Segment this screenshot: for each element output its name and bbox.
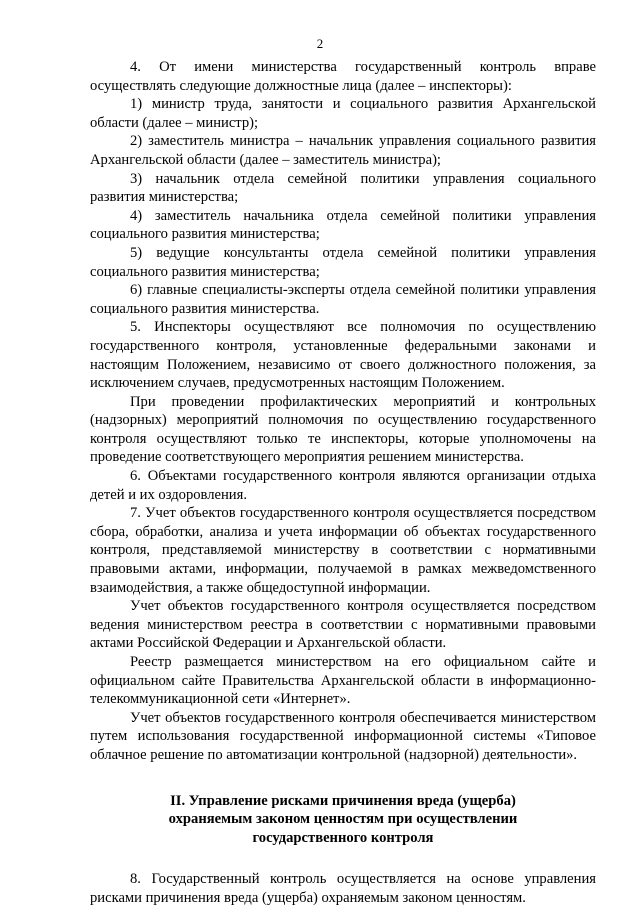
section-heading-line-2: охраняемым законом ценностям при осуществлении xyxy=(168,811,518,828)
list-item-6: 6) главные специалисты-эксперты отдела семейной политики управления социального развития министерства. xyxy=(90,282,596,317)
paragraph-4: 4. От имени министерства государственный контроль вправе осуществлять следующие должностные лица (далее – инспекторы): xyxy=(90,59,596,94)
paragraph-6: 6. Объектами государственного контроля являются организации отдыха детей и их оздоровления. xyxy=(90,468,596,503)
list-item-4: 4) заместитель начальника отдела семейной политики управления социального развития министерства; xyxy=(90,207,596,243)
paragraph-7-publication: Реестр размещается министерством на его официальном сайте и официальном сайте Правительства Архангельской области в информационно-телекоммуникационной сети «Интернет». xyxy=(90,654,596,708)
page-number: 2 xyxy=(316,36,324,51)
list-item-5: 5) ведущие консультанты отдела семейной политики управления социального развития министерства; xyxy=(90,244,596,280)
paragraph-7-registry: Учет объектов государственного контроля осуществляется посредством ведения министерством реестра в соответствии с нормативными правовыми актами Российской Федерации и Архангельской области. xyxy=(90,598,596,652)
section-heading xyxy=(90,792,596,848)
paragraph-7-information-system: Учет объектов государственного контроля обеспечивается министерством путем использования государственной информационной системы «Типовое облачное решение по автоматизации контрольной (надзорной) деятельности». xyxy=(90,709,596,763)
list-item-1: 1) министр труда, занятости и социального развития Архангельской области (далее – министр); xyxy=(90,96,596,131)
paragraph-7: 7. Учет объектов государственного контроля осуществляется посредством сбора, обработки, анализа и учета информации об объектах государственного контроля, представляемой министерству в соответствии с нормативными правовыми актами, информации, получаемой в рамках межведомственного взаимодействия, а также общедоступной информации. xyxy=(90,505,596,596)
list-item-2: 2) заместитель министра – начальник управления социального развития Архангельской области (далее – заместитель министра); xyxy=(90,133,596,168)
section-heading-line-1: II. Управление рисками причинения вреда (ущерба) xyxy=(170,792,516,809)
list-item-3: 3) начальник отдела семейной политики управления социального развития министерства; xyxy=(90,170,596,206)
section-heading-line-3: государственного контроля xyxy=(252,829,434,846)
document-body xyxy=(90,58,596,908)
paragraph-5-continued: При проведении профилактических мероприятий и контрольных (надзорных) мероприятий полномочия по осуществлению государственного контроля осуществляют только те инспекторы, которые уполномочены на проведение соответствующего мероприятия решением министерства. xyxy=(90,393,596,466)
paragraph-8: 8. Государственный контроль осуществляется на основе управления рисками причинения вреда (ущерба) охраняемым законом ценностям. xyxy=(90,871,596,906)
paragraph-5: 5. Инспекторы осуществляют все полномочия по осуществлению государственного контроля, установленные федеральными законами и настоящим Положением, независимо от своего должностного положения, за исключением случаев, предусмотренных настоящим Положением. xyxy=(90,319,596,392)
